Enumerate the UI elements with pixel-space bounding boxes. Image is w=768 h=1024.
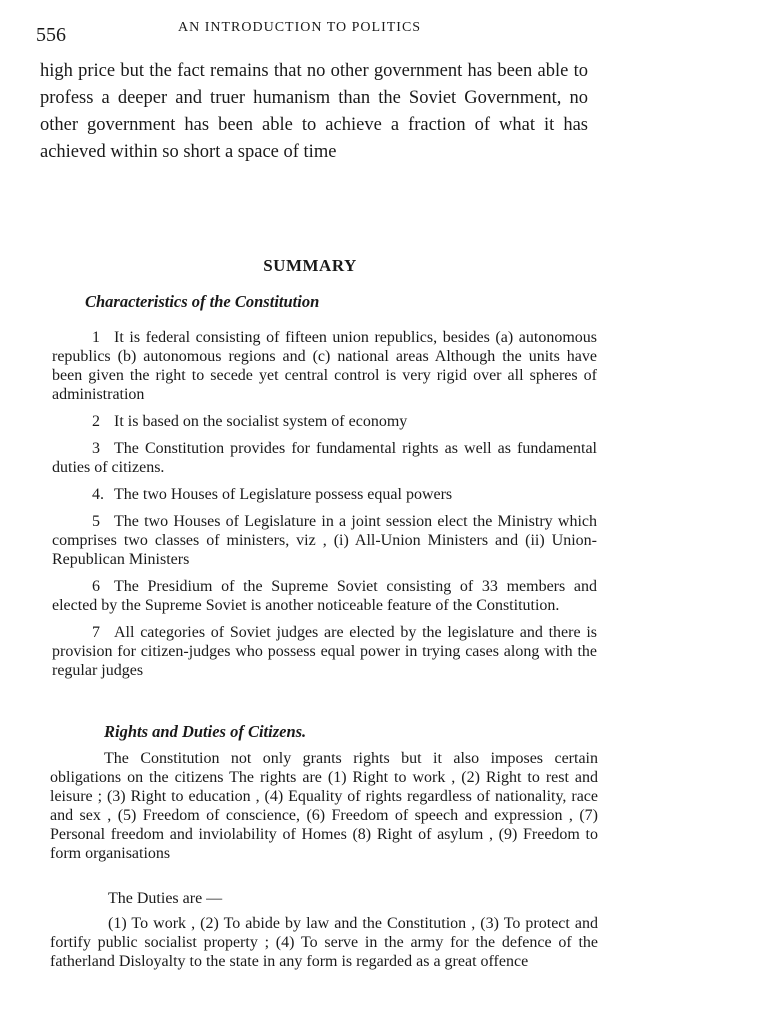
item-text: The Constitution provides for fundamental rights as well as fundamental duties of citizens. bbox=[52, 440, 597, 476]
item-text: The Presidium of the Supreme Soviet consisting of 33 members and elected by the Supreme Soviet is another noticeable feature of the Constitution. bbox=[52, 578, 597, 614]
list-item bbox=[52, 328, 597, 404]
summary-heading: SUMMARY bbox=[263, 256, 357, 275]
duties-paragraph: (1) To work , (2) To abide by law and the Constitution , (3) To protect and fortify public socialist property ; (4) To serve in the army for the defence of the fatherland Disloyalty to the state in any form is regarded as a great offence bbox=[50, 915, 598, 970]
item-number: 1 bbox=[92, 329, 100, 346]
item-number: 4. bbox=[92, 486, 104, 503]
item-number: 2 bbox=[92, 413, 100, 430]
opening-paragraph: high price but the fact remains that no other government has been able to profess a deeper and truer humanism than the Soviet Government, no other government has been able to achieve a fraction of what it has achieved within so short a space of time bbox=[40, 61, 588, 162]
item-number: 5 bbox=[92, 513, 100, 530]
item-number: 6 bbox=[92, 578, 100, 595]
rights-heading: Rights and Duties of Citizens. bbox=[104, 722, 307, 741]
rights-paragraph: The Constitution not only grants rights but it also imposes certain obligations on the citizens The rights are (1) Right to work , (2) Right to rest and leisure ; (3) Right to education , (4) Equality of rights regardless of nationality, race and sex , (5) Freedom of conscience, (6) Freedom of speech and expression , (7) Personal freedom and inviolability of Homes (8) Right of asylum , (9) Freedom to form organisations bbox=[50, 750, 598, 862]
item-text: All categories of Soviet judges are elected by the legislature and there is provision for citizen-judges who possess equal power in trying cases along with the regular judges bbox=[52, 624, 597, 679]
list-item bbox=[52, 439, 597, 477]
constitution-heading: Characteristics of the Constitution bbox=[85, 292, 320, 311]
item-text: It is federal consisting of fifteen union republics, besides (a) autonomous republics (b) autonomous regions and (c) national areas Although the units have been given the right to secede yet central control is very rigid over all spheres of administration bbox=[52, 329, 597, 403]
list-item bbox=[52, 412, 597, 431]
list-item bbox=[52, 512, 597, 569]
list-item bbox=[52, 485, 597, 504]
characteristics-list bbox=[52, 328, 597, 688]
list-item bbox=[52, 623, 597, 680]
item-number: 3 bbox=[92, 440, 100, 457]
item-text: The two Houses of Legislature possess equal powers bbox=[114, 486, 453, 503]
list-item bbox=[52, 577, 597, 615]
item-text: The two Houses of Legislature in a joint session elect the Ministry which comprises two classes of ministers, viz , (i) All-Union Ministers and (ii) Union-Republican Ministers bbox=[52, 513, 597, 568]
item-text: It is based on the socialist system of economy bbox=[114, 413, 408, 430]
duties-intro: The Duties are — bbox=[108, 890, 223, 907]
item-number: 7 bbox=[92, 624, 100, 641]
running-head: AN INTRODUCTION TO POLITICS bbox=[178, 20, 422, 35]
page-number: 556 bbox=[36, 24, 66, 46]
